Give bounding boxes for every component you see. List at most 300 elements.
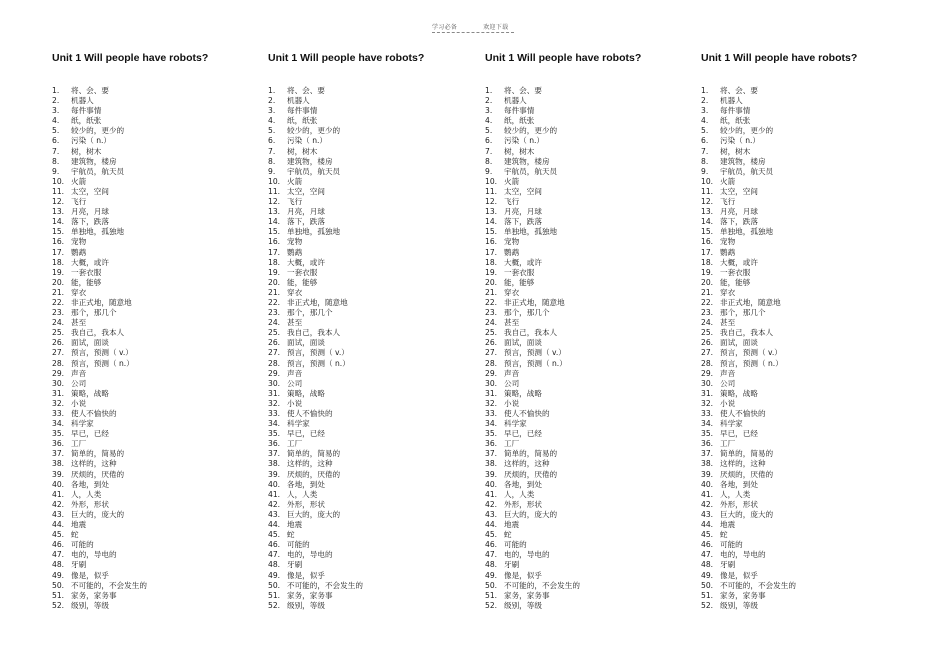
entry-number: 1. [485, 86, 493, 95]
entry-meaning: 大概，或许 [287, 257, 325, 267]
entry-meaning: 宠物 [504, 237, 520, 247]
entry-number: 13. [52, 207, 65, 217]
vocab-entry [52, 136, 257, 146]
vocab-entry [701, 237, 906, 247]
vocab-entry [52, 298, 257, 308]
entry-number: 17. [52, 247, 65, 257]
entry-meaning: 像是，似乎 [720, 570, 758, 580]
entry-number: 46. [52, 540, 65, 550]
entry-number: 44. [485, 520, 498, 530]
entry-meaning: 巨大的，庞大的 [504, 509, 558, 519]
entry-number: 39. [485, 469, 498, 479]
entry-meaning: 小说 [504, 398, 520, 408]
entry-meaning: 能，能够 [504, 277, 535, 287]
vocab-list [701, 86, 906, 611]
entry-meaning: 工厂 [71, 439, 87, 449]
entry-meaning: 各地，到处 [71, 479, 109, 489]
vocab-entry [268, 328, 473, 338]
header-left-text: 学习必备 [432, 24, 458, 31]
entry-meaning: 蛇 [71, 530, 79, 540]
vocab-entry [52, 167, 257, 177]
entry-meaning: 工厂 [504, 439, 520, 449]
entry-meaning: 鹦鹉 [720, 247, 736, 257]
vocab-entry [701, 520, 906, 530]
vocab-entry [485, 449, 690, 459]
vocab-entry [485, 86, 690, 96]
vocab-entry [485, 227, 690, 237]
entry-number: 9. [268, 166, 276, 176]
vocab-entry [268, 338, 473, 348]
vocab-entry [485, 369, 690, 379]
vocab-entry [485, 298, 690, 308]
entry-number: 34. [268, 419, 281, 429]
entry-meaning: 像是，似乎 [504, 570, 542, 580]
entry-meaning: 声音 [71, 368, 87, 378]
entry-meaning: 各地，到处 [720, 479, 758, 489]
entry-number: 3. [52, 106, 60, 116]
entry-meaning: 牙刷 [504, 560, 520, 570]
entry-number: 2. [485, 96, 493, 106]
entry-meaning: 月亮，月球 [720, 207, 758, 217]
header-right-text: 欢迎下载 [483, 24, 509, 31]
entry-meaning: 牙刷 [71, 560, 87, 570]
entry-number: 22. [268, 297, 281, 307]
entry-number: 33. [701, 409, 714, 418]
entry-meaning: 科学家 [287, 419, 310, 429]
entry-meaning: 面试，面谈 [504, 338, 542, 348]
vocab-entry [268, 409, 473, 419]
vocab-entry [485, 136, 690, 146]
entry-number: 34. [701, 419, 714, 429]
entry-number: 3. [268, 106, 276, 116]
vocab-entry [52, 187, 257, 197]
vocab-entry [485, 338, 690, 348]
entry-number: 47. [485, 550, 498, 560]
entry-meaning: 策略，战略 [504, 388, 542, 398]
entry-number: 8. [268, 156, 276, 166]
vocab-entry [268, 459, 473, 469]
entry-meaning: 预言，预测（ v.） [504, 348, 566, 358]
entry-number: 13. [268, 207, 281, 217]
vocab-entry [268, 177, 473, 187]
entry-number: 5. [52, 126, 60, 136]
entry-number: 51. [701, 590, 714, 600]
entry-number: 11. [701, 186, 714, 196]
vocab-entry [52, 348, 257, 358]
entry-number: 30. [485, 378, 498, 388]
entry-number: 7. [701, 146, 709, 156]
vocab-entry [52, 237, 257, 247]
entry-number: 48. [485, 560, 498, 570]
vocab-entry [485, 308, 690, 318]
entry-number: 23. [268, 308, 281, 318]
entry-meaning: 科学家 [720, 419, 743, 429]
entry-number: 4. [485, 116, 493, 126]
entry-meaning: 策略，战略 [720, 388, 758, 398]
vocab-entry [268, 480, 473, 490]
entry-meaning: 鹦鹉 [504, 247, 520, 257]
entry-number: 44. [701, 520, 714, 530]
entry-meaning: 纸，纸张 [287, 116, 318, 126]
entry-number: 7. [52, 146, 60, 156]
entry-meaning: 可能的 [720, 540, 743, 550]
vocab-entry [268, 419, 473, 429]
vocab-entry [268, 167, 473, 177]
entry-number: 42. [701, 499, 714, 509]
vocab-entry [701, 197, 906, 207]
entry-meaning: 公司 [720, 378, 736, 388]
vocab-entry [485, 439, 690, 449]
entry-meaning: 电的，导电的 [287, 550, 333, 560]
vocab-entry [485, 116, 690, 126]
vocab-entry [485, 470, 690, 480]
vocab-entry [52, 459, 257, 469]
vocab-entry [52, 116, 257, 126]
entry-meaning: 工厂 [287, 439, 303, 449]
entry-number: 12. [701, 197, 714, 207]
vocab-entry [268, 581, 473, 591]
entry-number: 40. [268, 479, 281, 489]
entry-meaning: 落下，跌落 [71, 217, 109, 227]
entry-number: 2. [52, 96, 60, 106]
vocab-entry [701, 258, 906, 268]
entry-meaning: 人，人类 [71, 489, 102, 499]
vocab-entry [268, 520, 473, 530]
entry-meaning: 太空，空间 [720, 186, 758, 196]
entry-number: 2. [268, 96, 276, 106]
entry-meaning: 落下，跌落 [287, 217, 325, 227]
entry-number: 43. [485, 509, 498, 519]
vocab-entry [701, 379, 906, 389]
entry-number: 6. [485, 136, 493, 146]
entry-number: 45. [268, 530, 281, 540]
vocab-column-4 [701, 52, 906, 611]
entry-meaning: 污染（ n.） [287, 136, 328, 146]
vocab-entry [701, 601, 906, 611]
vocab-entry [268, 389, 473, 399]
entry-number: 26. [52, 338, 65, 348]
vocab-entry [701, 167, 906, 177]
entry-number: 25. [52, 328, 65, 338]
entry-number: 16. [485, 237, 498, 247]
entry-meaning: 机器人 [720, 96, 743, 106]
vocab-entry [701, 359, 906, 369]
entry-number: 16. [52, 237, 65, 247]
vocab-entry [268, 106, 473, 116]
entry-meaning: 这样的，这种 [504, 459, 550, 469]
vocab-entry [701, 581, 906, 591]
entry-number: 28. [52, 358, 65, 368]
vocab-entry [52, 106, 257, 116]
vocab-entry [485, 399, 690, 409]
entry-meaning: 预言，预测（ n.） [504, 358, 567, 368]
vocab-entry [52, 177, 257, 187]
vocab-entry [485, 520, 690, 530]
entry-number: 8. [701, 156, 709, 166]
entry-meaning: 甚至 [504, 318, 520, 328]
entry-number: 46. [701, 540, 714, 550]
entry-number: 35. [52, 429, 65, 439]
entry-meaning: 建筑物，楼房 [287, 156, 333, 166]
vocab-entry [701, 177, 906, 187]
entry-number: 42. [485, 499, 498, 509]
entry-number: 18. [701, 257, 714, 267]
entry-meaning: 建筑物，楼房 [720, 156, 766, 166]
vocab-entry [485, 106, 690, 116]
entry-meaning: 早已，已经 [504, 429, 542, 439]
vocab-entry [485, 96, 690, 106]
vocab-entry [52, 268, 257, 278]
entry-meaning: 纸，纸张 [71, 116, 102, 126]
vocab-entry [268, 278, 473, 288]
vocab-entry [268, 288, 473, 298]
vocab-entry [268, 197, 473, 207]
entry-number: 12. [268, 197, 281, 207]
vocab-entry [485, 197, 690, 207]
vocab-entry [52, 510, 257, 520]
entry-number: 34. [52, 419, 65, 429]
header-divider [432, 32, 514, 33]
vocab-entry [268, 490, 473, 500]
vocab-entry [485, 591, 690, 601]
entry-meaning: 甚至 [287, 318, 303, 328]
vocab-entry [268, 550, 473, 560]
entry-number: 20. [52, 277, 65, 287]
entry-meaning: 穿衣 [287, 287, 303, 297]
entry-number: 29. [268, 368, 281, 378]
entry-meaning: 策略，战略 [71, 388, 109, 398]
entry-meaning: 飞行 [71, 197, 87, 207]
vocab-entry [701, 560, 906, 570]
entry-meaning: 预言，预测（ n.） [720, 358, 783, 368]
vocab-entry [701, 470, 906, 480]
entry-number: 16. [268, 237, 281, 247]
vocab-entry [485, 126, 690, 136]
vocab-entry [485, 560, 690, 570]
entry-meaning: 早已，已经 [720, 429, 758, 439]
vocab-entry [52, 500, 257, 510]
entry-number: 33. [268, 409, 281, 418]
vocab-entry [268, 470, 473, 480]
entry-number: 50. [485, 580, 498, 590]
vocab-entry [701, 550, 906, 560]
entry-meaning: 大概，或许 [720, 257, 758, 267]
entry-meaning: 声音 [287, 368, 303, 378]
vocab-column-3 [485, 52, 690, 611]
entry-meaning: 简单的，简易的 [720, 449, 774, 459]
entry-meaning: 面试，面谈 [287, 338, 325, 348]
entry-number: 51. [52, 590, 65, 600]
entry-meaning: 纸，纸张 [720, 116, 751, 126]
vocab-entry [52, 439, 257, 449]
entry-meaning: 飞行 [720, 197, 736, 207]
entry-meaning: 落下，跌落 [720, 217, 758, 227]
entry-number: 4. [701, 116, 709, 126]
entry-number: 49. [268, 570, 281, 580]
vocab-entry [701, 399, 906, 409]
vocab-entry [52, 157, 257, 167]
entry-meaning: 人，人类 [720, 489, 751, 499]
entry-number: 31. [52, 388, 65, 398]
vocab-entry [485, 177, 690, 187]
entry-number: 3. [701, 106, 709, 116]
entry-number: 6. [268, 136, 276, 146]
entry-meaning: 早已，已经 [71, 429, 109, 439]
entry-meaning: 人，人类 [504, 489, 535, 499]
vocab-entry [485, 328, 690, 338]
vocab-entry [485, 389, 690, 399]
entry-number: 47. [52, 550, 65, 560]
entry-number: 4. [52, 116, 60, 126]
vocab-entry [52, 86, 257, 96]
vocab-entry [268, 248, 473, 258]
entry-number: 48. [52, 560, 65, 570]
vocab-entry [701, 187, 906, 197]
entry-number: 1. [268, 86, 276, 95]
entry-meaning: 能，能够 [287, 277, 318, 287]
entry-number: 46. [268, 540, 281, 550]
entry-meaning: 巨大的，庞大的 [71, 509, 125, 519]
entry-number: 27. [268, 348, 281, 358]
entry-number: 5. [701, 126, 709, 136]
vocab-entry [52, 258, 257, 268]
entry-meaning: 穿衣 [71, 287, 87, 297]
entry-meaning: 小说 [71, 398, 87, 408]
entry-meaning: 那个，那几个 [720, 308, 766, 318]
entry-number: 41. [52, 489, 65, 499]
entry-meaning: 牙刷 [720, 560, 736, 570]
vocab-entry [701, 530, 906, 540]
entry-number: 21. [268, 287, 281, 297]
entry-meaning: 外形，形状 [287, 499, 325, 509]
entry-number: 35. [268, 429, 281, 439]
entry-meaning: 使人不愉快的 [287, 409, 333, 418]
entry-number: 14. [268, 217, 281, 227]
vocab-entry [268, 308, 473, 318]
entry-meaning: 能，能够 [71, 277, 102, 287]
vocab-entry [701, 96, 906, 106]
vocab-entry [268, 439, 473, 449]
vocab-entry [52, 581, 257, 591]
entry-meaning: 级别，等级 [720, 600, 758, 610]
entry-meaning: 穿衣 [720, 287, 736, 297]
entry-meaning: 宠物 [720, 237, 736, 247]
vocab-entry [485, 147, 690, 157]
entry-meaning: 飞行 [504, 197, 520, 207]
entry-number: 43. [52, 509, 65, 519]
entry-meaning: 太空，空间 [504, 186, 542, 196]
vocab-entry [268, 571, 473, 581]
vocab-entry [52, 530, 257, 540]
entry-meaning: 厌烦的，厌倦的 [287, 469, 341, 479]
entry-number: 43. [268, 509, 281, 519]
entry-meaning: 这样的，这种 [71, 459, 117, 469]
vocab-entry [268, 207, 473, 217]
vocab-entry [52, 318, 257, 328]
entry-number: 51. [268, 590, 281, 600]
vocab-entry [52, 571, 257, 581]
entry-meaning: 太空，空间 [287, 186, 325, 196]
vocab-entry [52, 197, 257, 207]
entry-meaning: 科学家 [71, 419, 94, 429]
entry-meaning: 使人不愉快的 [71, 409, 117, 418]
entry-number: 30. [268, 378, 281, 388]
entry-number: 52. [485, 600, 498, 610]
entry-meaning: 小说 [720, 398, 736, 408]
entry-meaning: 预言，预测（ v.） [71, 348, 133, 358]
vocab-entry [52, 227, 257, 237]
entry-meaning: 预言，预测（ v.） [720, 348, 782, 358]
entry-meaning: 落下，跌落 [504, 217, 542, 227]
entry-number: 24. [701, 318, 714, 328]
entry-meaning: 能，能够 [720, 277, 751, 287]
entry-meaning: 蛇 [287, 530, 295, 540]
vocab-entry [268, 348, 473, 358]
vocab-entry [485, 490, 690, 500]
entry-meaning: 可能的 [71, 540, 94, 550]
vocab-entry [485, 157, 690, 167]
entry-meaning: 蛇 [504, 530, 512, 540]
vocab-entry [701, 540, 906, 550]
vocab-entry [268, 500, 473, 510]
vocab-entry [268, 429, 473, 439]
entry-meaning: 巨大的，庞大的 [287, 509, 341, 519]
entry-meaning: 那个，那几个 [504, 308, 550, 318]
vocab-entry [485, 318, 690, 328]
entry-meaning: 像是，似乎 [71, 570, 109, 580]
entry-meaning: 机器人 [504, 96, 527, 106]
vocab-entry [701, 268, 906, 278]
entry-number: 35. [701, 429, 714, 439]
entry-number: 14. [701, 217, 714, 227]
entry-meaning: 预言，预测（ n.） [71, 358, 134, 368]
vocab-entry [485, 237, 690, 247]
vocab-entry [268, 136, 473, 146]
vocab-entry [268, 359, 473, 369]
entry-meaning: 火箭 [504, 176, 520, 186]
entry-meaning: 公司 [504, 378, 520, 388]
entry-number: 29. [701, 368, 714, 378]
entry-number: 8. [485, 156, 493, 166]
vocab-entry [52, 379, 257, 389]
entry-meaning: 大概，或许 [504, 257, 542, 267]
vocab-entry [701, 490, 906, 500]
entry-number: 25. [485, 328, 498, 338]
vocab-entry [268, 318, 473, 328]
entry-number: 23. [485, 308, 498, 318]
entry-number: 50. [701, 580, 714, 590]
entry-meaning: 非正式地，随意地 [504, 297, 565, 307]
vocab-entry [268, 379, 473, 389]
entry-number: 33. [485, 409, 498, 418]
entry-meaning: 甚至 [720, 318, 736, 328]
entry-meaning: 厌烦的，厌倦的 [71, 469, 125, 479]
vocab-list [485, 86, 690, 611]
entry-meaning: 外形，形状 [720, 499, 758, 509]
entry-number: 49. [485, 570, 498, 580]
vocab-entry [268, 530, 473, 540]
vocab-entry [52, 480, 257, 490]
vocab-entry [701, 106, 906, 116]
vocab-entry [52, 550, 257, 560]
entry-meaning: 鹦鹉 [71, 247, 87, 257]
vocab-entry [701, 86, 906, 96]
entry-meaning: 每件事情 [720, 106, 751, 116]
entry-meaning: 我自己，我本人 [71, 328, 125, 338]
vocab-entry [52, 278, 257, 288]
entry-number: 1. [52, 86, 60, 95]
entry-number: 27. [701, 348, 714, 358]
